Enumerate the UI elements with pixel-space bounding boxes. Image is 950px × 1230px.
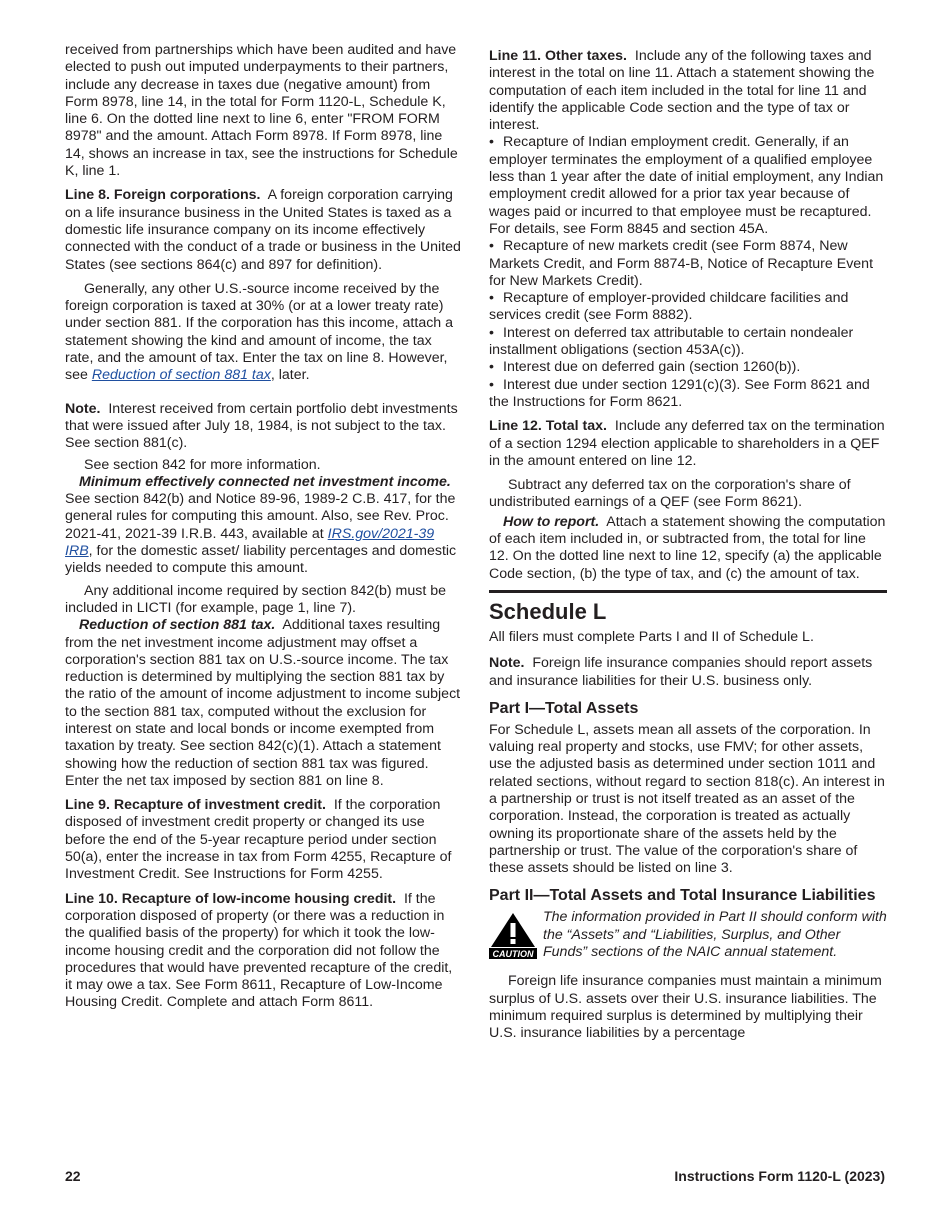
- note-heading: Note.: [489, 655, 525, 672]
- irs-2021-39-irb-link[interactable]: IRS.gov/2021-39 IRB: [65, 525, 435, 560]
- caution-box: [489, 909, 887, 961]
- paragraph-generally: [65, 281, 463, 385]
- bullet-icon: •: [489, 324, 494, 341]
- bullet-icon: •: [489, 134, 494, 151]
- list-item: [489, 325, 887, 360]
- bullet-icon: •: [489, 376, 494, 393]
- line-11-text: Include any of the following taxes and interest in the total on line 11. Attach a statement showing the computation of each item included in the total for line 11 and identify the applicable Code section and the type of tax or interest.: [489, 48, 875, 134]
- reduction-881-heading: Reduction of section 881 tax.: [79, 617, 276, 634]
- note-heading: Note.: [65, 400, 101, 417]
- minimum-income-section: [65, 474, 463, 578]
- line-11-heading: Line 11. Other taxes.: [489, 48, 627, 64]
- schedule-l-title: Schedule L: [489, 598, 607, 624]
- caution-label: CAUTION: [492, 949, 534, 960]
- paragraph-subtract: Subtract any deferred tax on the corporation's share of undistributed earnings of a QEF (see Form 8621).: [489, 477, 851, 511]
- generally-text-end: , later.: [270, 367, 310, 384]
- note-text: Interest received from certain portfolio debt investments that were issued after July 18, 1984, is not subject to the tax. See section 881(c).: [65, 400, 458, 452]
- list-item: [489, 290, 887, 325]
- right-column: [489, 48, 887, 1043]
- line-12-text: Include any deferred tax on the termination of a section 1294 election applicable to shareholders in a QEF in the amount entered on line 12.: [489, 418, 885, 469]
- left-column: [65, 42, 463, 1019]
- see-section-842: See section 842 for more information.: [84, 456, 321, 473]
- page-number: 22: [65, 1168, 81, 1184]
- line-9-text: If the corporation disposed of investment credit property or changed its use before the end of the 5-year recapture period under section 50(a), enter the increase in tax from Form 4255, Recapture of Investment Credit. See Instructions for Form 4255.: [65, 797, 452, 883]
- reduction-881-text: Additional taxes resulting from the net investment income adjustment may offset a corporation's section 881 tax on U.S.-source income. The tax reduction is determined by multiplying the section 881 tax by the ratio of the amount of income adjustment to income subject to the section 881 tax, computed without the exclusion for interest on state and local bonds or income exempted from taxation by treaty. See section 842(c)(1). Attach a statement showing how the reduction of section 881 tax was figured. Enter the net tax imposed by section 881 on line 8.: [65, 617, 461, 789]
- line-10-text: If the corporation disposed of property (or there was a reduction in the qualified basis of the property) for which it took the low-income housing credit and the corporation did not follow the procedures that would have prevented recapture of the credit, it may owe a tax. See Form 8611, Recapture of Low-Income Housing Credit. Complete and attach Form 8611.: [65, 890, 453, 1011]
- line-10-section: [65, 891, 463, 1012]
- minimum-income-heading: Minimum effectively connected net investment income.: [79, 473, 451, 490]
- part-1-title: Part I—Total Assets: [489, 699, 639, 717]
- minimum-income-text: See section 842(b) and Notice 89-96, 1989-2 C.B. 417, for the general rules for computing this amount. Also, see Rev. Proc. 2021-41, 2021-39 I.R.B. 443, available at: [65, 491, 456, 542]
- bullet-text: Interest due on deferred gain (section 1260(b)).: [503, 359, 801, 376]
- line-8-text: A foreign corporation carrying on a life insurance business in the United States is taxed as a domestic life insurance company on its income effectively connected with the conduct of a trade or business in the United States (see sections 864(c) and 897 for definition).: [65, 187, 461, 273]
- line-11-section: [489, 48, 887, 134]
- bullet-icon: •: [489, 290, 494, 307]
- bullet-text: Recapture of employer-provided childcare facilities and services credit (see Form 8882).: [489, 290, 849, 324]
- how-to-report-heading: How to report.: [503, 513, 600, 530]
- paragraph-additional-income: Any additional income required by section 842(b) must be included in LICTI (for example, page 1, line 7).: [65, 582, 446, 616]
- form-title-footer: Instructions Form 1120-L (2023): [674, 1168, 885, 1184]
- minimum-income-text-end: , for the domestic asset/ liability percentages and domestic yields needed to compute this amount.: [65, 543, 457, 577]
- how-to-report-section: [489, 514, 887, 583]
- list-item: [489, 238, 887, 290]
- bullet-text: Interest due under section 1291(c)(3). See Form 8621 and the Instructions for Form 8621.: [489, 376, 870, 410]
- schedule-l-note: [489, 655, 887, 690]
- line-9-heading: Line 9. Recapture of investment credit.: [65, 797, 326, 814]
- section-divider: [489, 590, 887, 593]
- note-text: Foreign life insurance companies should report assets and insurance liabilities for their U.S. business only.: [489, 655, 873, 689]
- list-item: [489, 134, 887, 238]
- line-12-heading: Line 12. Total tax.: [489, 418, 607, 435]
- schedule-l-intro: All filers must complete Parts I and II of Schedule L.: [489, 628, 814, 645]
- paragraph-partnerships: received from partnerships which have been audited and have elected to push out imputed underpayments to their partners, include any decrease in taxes due (negative amount) from Form 8978, line 14, in the total for Form 1120-L, Schedule K, line 6. On the dotted line next to line 6, enter "FROM FORM 8978" and the amount. Attach Form 8978. If Form 8978, line 14, shows an increase in tax, see the instructions for Schedule K, line 1.: [65, 42, 458, 180]
- list-item: [489, 359, 887, 376]
- part-1-text: For Schedule L, assets mean all assets of the corporation. In valuing real property and stocks, use FMV; for other assets, use the adjusted basis as determined under section 1011 and related sections, without regard to section 818(c). An interest in a partnership or trust is not itself treated as an asset of the corporation. Instead, the corporation is treated as actually owning its proportionate share of the assets held by the partnership or trust. The value of the corporation's share of these assets should be listed on line 3.: [489, 721, 885, 877]
- bullet-text: Recapture of new markets credit (see Form 8874, New Markets Credit, and Form 8874-B, Notice of Recapture Event for New Markets Credit).: [489, 238, 874, 289]
- line-8-section: [65, 187, 463, 273]
- note-portfolio-debt: [65, 401, 463, 453]
- line-10-heading: Line 10. Recapture of low-income housing credit.: [65, 890, 397, 907]
- bullet-icon: •: [489, 359, 494, 376]
- generally-text: Generally, any other U.S.-source income received by the foreign corporation is taxed at 30% (or at a lower treaty rate) under section 881. If the corporation has this income, attach a statement showing the kind and amount of income, the tax rate, and the amount of tax. Enter the tax on line 8. However, see: [65, 280, 454, 384]
- bullet-text: Interest on deferred tax attributable to certain nondealer installment obligations (section 453A(c)).: [489, 324, 854, 359]
- reduction-881-section: [65, 617, 463, 790]
- line-12-section: [489, 418, 887, 470]
- paragraph-foreign-surplus: Foreign life insurance companies must maintain a minimum surplus of U.S. assets over their U.S. insurance liabilities. The minimum required surplus is determined by multiplying their U.S. insurance liabilities by a percentage: [489, 973, 882, 1042]
- list-item: [489, 377, 887, 412]
- bullet-text: Recapture of Indian employment credit. Generally, if an employer terminates the employment of a qualified employee less than 1 year after the date of initial employment, any Indian employment credit allowed for a prior tax year because of wages paid or incurred to that employee must be recaptured. For details, see Form 8845 and section 45A.: [489, 134, 884, 237]
- caution-icon: [489, 911, 537, 959]
- how-to-report-text: Attach a statement showing the computation of each item included in, or subtracted from, the total for line 12. On the dotted line next to line 12, specify (a) the applicable Code section, (b) the type of tax, and (c) the amount of tax.: [489, 513, 886, 582]
- caution-text: The information provided in Part II should conform with the “Assets” and “Liabilities, Surplus, and Other Funds” sections of the NAIC annual statement.: [543, 909, 887, 961]
- line-9-section: [65, 797, 463, 883]
- reduction-881-link[interactable]: Reduction of section 881 tax: [91, 367, 271, 384]
- part-2-title: Part II—Total Assets and Total Insurance Liabilities: [489, 887, 876, 905]
- bullet-icon: •: [489, 238, 494, 255]
- line-8-heading: Line 8. Foreign corporations.: [65, 187, 261, 204]
